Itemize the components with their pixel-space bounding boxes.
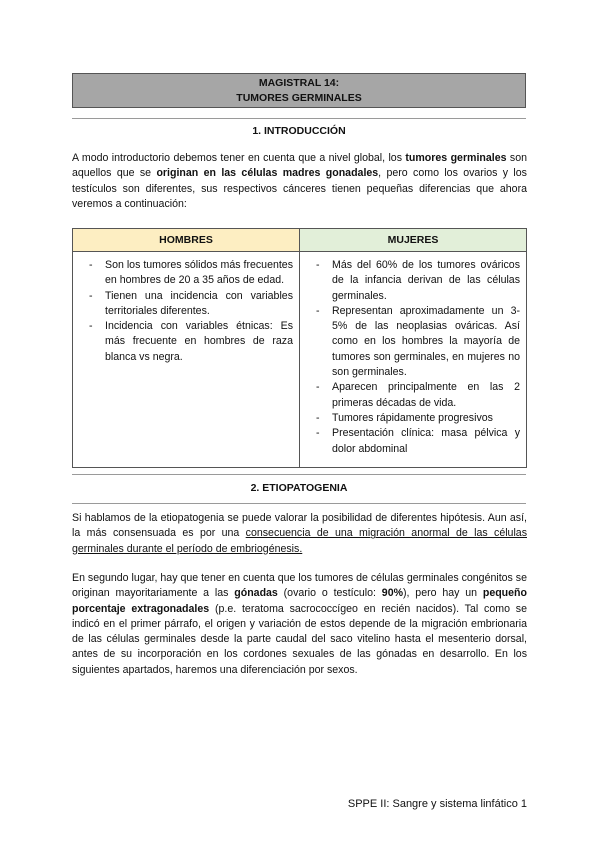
list-item-text: Incidencia con variables étnicas: Es más frecuente en hombres de raza blanca vs negra. bbox=[105, 320, 293, 363]
title-line-2: TUMORES GERMINALES bbox=[236, 92, 362, 104]
text-run: Si hablamos de la etiopatogenia se puede valorar la posibilidad de diferentes hipótesis. Aun así, la más consensuada es por una bbox=[72, 512, 527, 540]
dash-bullet: - bbox=[316, 304, 320, 317]
text-run: gónadas bbox=[234, 587, 278, 600]
comparison-table bbox=[72, 228, 527, 468]
women-column-header: MUJERES bbox=[300, 229, 527, 252]
dash-bullet: - bbox=[89, 320, 93, 333]
section-2-title: 2. ETIOPATOGENIA bbox=[250, 482, 348, 494]
text-run: son aquellos que se bbox=[72, 152, 527, 180]
list-item-text: Presentación clínica: masa pélvica y dolor abdominal bbox=[332, 427, 520, 455]
etiopathogenesis-paragraph-1 bbox=[72, 511, 527, 557]
list-item-text: Son los tumores sólidos más frecuentes en hombres de 20 a 35 años de edad. bbox=[105, 259, 293, 287]
list-item bbox=[306, 411, 520, 426]
women-list bbox=[306, 258, 520, 457]
list-item-text: Aparecen principalmente en las 2 primeras décadas de vida. bbox=[332, 381, 520, 409]
list-item bbox=[79, 319, 293, 365]
text-run: consecuencia de una migración anormal de las células germinales durante el período de embriogénesis. bbox=[72, 527, 527, 555]
text-run: (ovario o testículo: bbox=[277, 587, 382, 600]
list-item-text: Más del 60% de los tumores ováricos de la infancia derivan de las células germinales. bbox=[332, 259, 520, 302]
list-item-text: Tumores rápidamente progresivos bbox=[332, 411, 493, 424]
men-list bbox=[79, 258, 293, 365]
men-cell bbox=[73, 252, 300, 468]
list-item bbox=[79, 289, 293, 320]
text-run: pequeño porcentaje extragonadales bbox=[72, 587, 527, 615]
text-run: tumores germinales bbox=[405, 152, 507, 164]
text-run: (p.e. teratoma sacrococcígeo en recién nacidos). Tal como se indicó en el primer párrafo, el origen y variación de estos depende de la migración embrionaria de las células germinales desde la parte caudal del saco vitelino hasta el mesenterio dorsal, antes de su incorporación en los cordones sexuales de las gónadas en desarrollo. En los siguientes apartados, haremos una diferenciación por sexos. bbox=[72, 602, 527, 676]
list-item bbox=[306, 304, 520, 380]
section-2-rule-top bbox=[72, 474, 526, 475]
text-run: , pero como los ovarios y los testículos son diferentes, sus respectivos cánceres tienen pequeñas diferencias que ahora veremos a continuación: bbox=[72, 167, 527, 210]
section-1-rule bbox=[72, 118, 526, 119]
section-2-rule-bottom bbox=[72, 503, 526, 504]
list-item bbox=[306, 380, 520, 411]
text-run: En segundo lugar, hay que tener en cuenta que los tumores de células germinales congénitos se originan mayoritariamente a las bbox=[72, 572, 527, 600]
intro-paragraph bbox=[72, 151, 527, 212]
dash-bullet: - bbox=[316, 381, 320, 394]
dash-bullet: - bbox=[89, 259, 93, 271]
list-item-text: Tienen una incidencia con variables territoriales diferentes. bbox=[105, 289, 293, 317]
list-item bbox=[306, 258, 520, 304]
dash-bullet: - bbox=[89, 289, 93, 302]
text-run: originan en las células madres gonadales bbox=[156, 167, 379, 180]
women-cell bbox=[300, 252, 527, 468]
text-run: 90% bbox=[381, 587, 403, 600]
list-item bbox=[79, 258, 293, 289]
text-run: ), pero hay un bbox=[403, 587, 483, 600]
etiopathogenesis-paragraph-2 bbox=[72, 571, 527, 678]
list-item bbox=[306, 426, 520, 457]
section-1-title: 1. INTRODUCCIÓN bbox=[252, 125, 346, 137]
list-item-text: Representan aproximadamente un 3-5% de las neoplasias ováricas. Así como en los hombres la mayoría de tumores son germinales, en mujeres no son germinales. bbox=[332, 304, 520, 379]
dash-bullet: - bbox=[316, 259, 320, 271]
document-title-box bbox=[72, 73, 526, 108]
men-column-header: HOMBRES bbox=[73, 229, 300, 252]
title-line-1: MAGISTRAL 14: bbox=[258, 77, 340, 89]
dash-bullet: - bbox=[316, 411, 320, 424]
page-footer: SPPE II: Sangre y sistema linfático 1 bbox=[347, 798, 527, 810]
text-run: A modo introductorio debemos tener en cuenta que a nivel global, los bbox=[72, 152, 406, 164]
dash-bullet: - bbox=[316, 427, 320, 440]
